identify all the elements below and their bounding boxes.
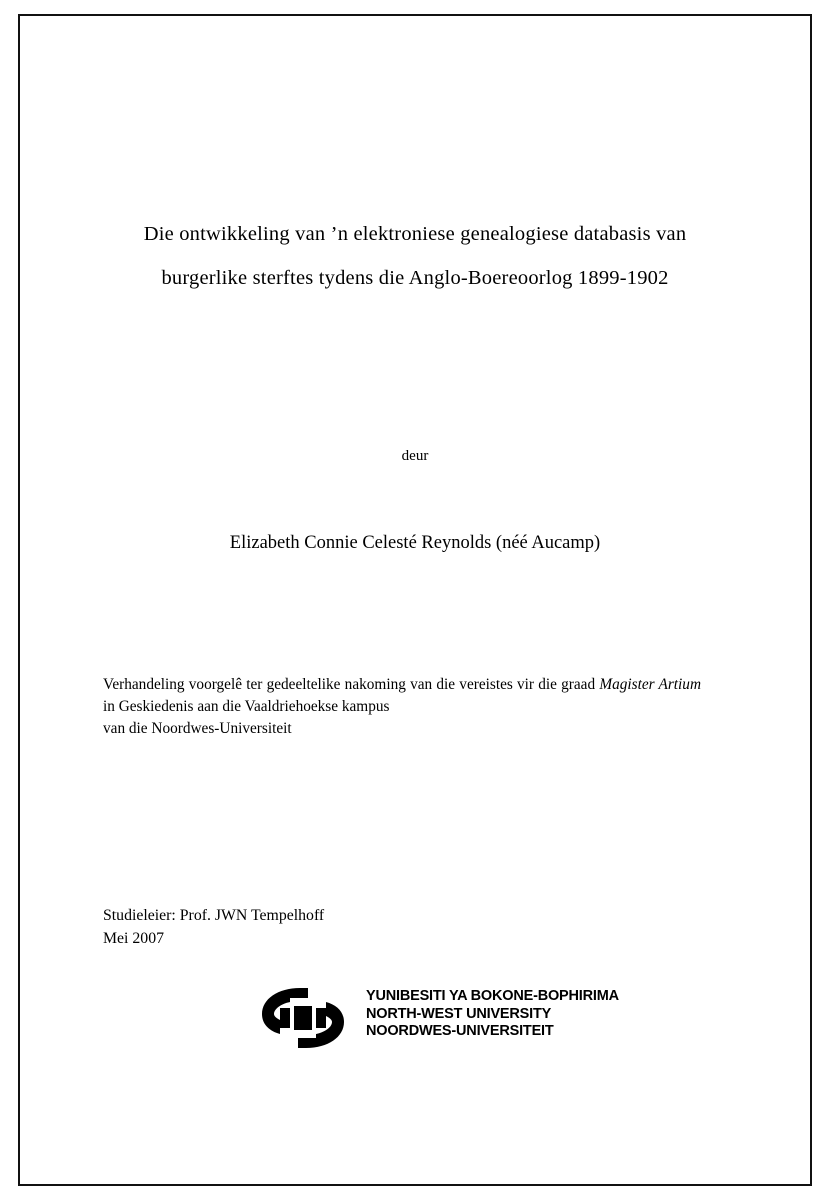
statement-part-2: in Geskiedenis aan die Vaaldriehoekse kampus: [103, 698, 390, 715]
title-page-content: [100, 14, 730, 1186]
by-word: deur: [401, 448, 429, 464]
title-line-2: burgerlike sterftes tydens die Anglo-Boereoorlog 1899-1902: [161, 267, 669, 289]
logo-line-3: NOORDWES-UNIVERSITEIT: [366, 1023, 554, 1039]
degree-statement: [103, 674, 701, 740]
logo-line-2: NORTH-WEST UNIVERSITY: [366, 1005, 552, 1022]
statement-part-3: van die Noordwes-Universiteit: [103, 720, 292, 737]
university-logo-text: [366, 988, 619, 1041]
degree-name: Magister Artium: [599, 676, 701, 693]
title-line-1: Die ontwikkeling van ’n elektroniese genealogiese databasis van: [143, 223, 687, 245]
statement-part-1: Verhandeling voorgelê ter gedeeltelike nakoming van die vereistes vir die graad: [103, 676, 600, 693]
logo-line-1: YUNIBESITI YA BOKONE-BOPHIRIMA: [366, 988, 619, 1004]
date-line: Mei 2007: [103, 930, 164, 947]
supervisor-line: Studieleier: Prof. JWN Tempelhoff: [103, 907, 325, 924]
university-logo-block: [248, 979, 668, 1059]
supervisor-block: [103, 904, 603, 950]
author-name: Elizabeth Connie Celesté Reynolds (néé Aucamp): [229, 533, 601, 553]
page-title: [100, 212, 730, 300]
north-west-university-logo-icon: [248, 984, 358, 1052]
